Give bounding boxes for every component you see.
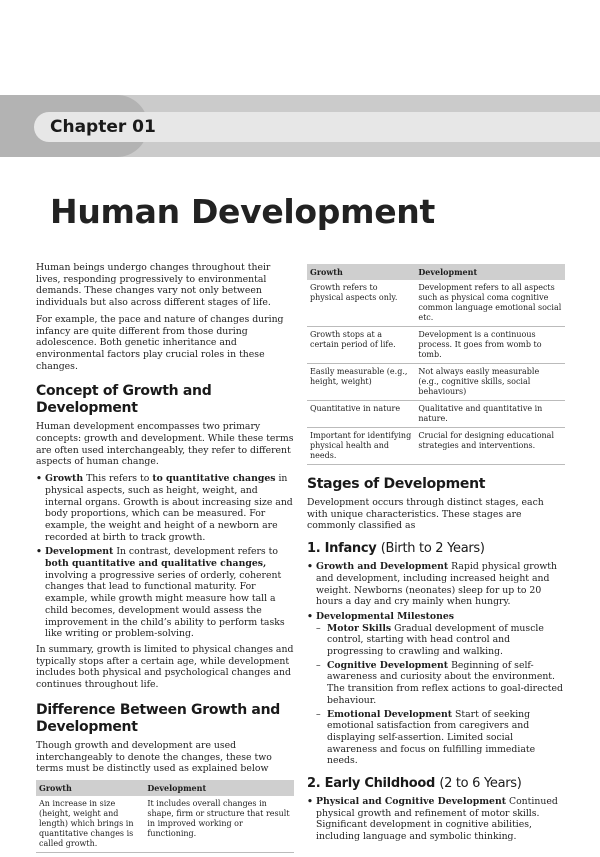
difference-intro: Though growth and development are used interchangeably to denote the changes, these two terms must be distinctly used as explained below bbox=[36, 739, 272, 775]
table-cell: Important for identifying physical health and needs. bbox=[307, 428, 415, 465]
table-cell: Development is a continuous process. It goes from womb to tomb. bbox=[415, 327, 565, 364]
list-item: – Motor Skills Gradual development of muscle control, starting with head control and progressing to crawling and walking. bbox=[316, 623, 565, 658]
intro-paragraph: Human beings undergo changes throughout their lives, responding progressively to environmental demands. These changes vary not only between individuals but also across different stages of life. bbox=[36, 262, 271, 309]
infancy-heading: 1. Infancy (Birth to 2 Years) bbox=[307, 541, 485, 557]
table-header: Growth bbox=[36, 780, 144, 796]
table-cell: Crucial for designing educational strategies and interventions. bbox=[415, 428, 565, 465]
term: Development bbox=[45, 546, 114, 558]
difference-heading: Difference Between Growth and Development bbox=[36, 701, 280, 735]
term: Growth bbox=[45, 473, 84, 485]
list-item: • Growth and Development Rapid physical growth and development, including increased height and weight. Newborns (neonates) sleep for up to 20 hours a day and cry mainly when hungry. bbox=[307, 561, 565, 608]
list-item: • Development In contrast, development refers to both quantitative and qualitative changes, involving a progressive series of orderly, coherent changes that lead to functional maturity. For example, while growth might measure how tall a child becomes, development would assess the improvement in the child’s ability to perform tasks like writing or problem-solving. bbox=[36, 546, 294, 640]
term: Emotional Development bbox=[327, 708, 453, 720]
difference-table-part1 bbox=[36, 780, 294, 853]
table-row bbox=[307, 428, 565, 465]
table-cell: It includes overall changes in shape, firm or structure that result in improved working or functioning. bbox=[144, 796, 294, 853]
table-cell: An increase in size (height, weight and length) which brings in quantitative changes is called growth. bbox=[36, 796, 144, 853]
table-row bbox=[307, 327, 565, 364]
term: Physical and Cognitive Development bbox=[316, 796, 506, 808]
term: Developmental Milestones bbox=[316, 610, 455, 622]
term: Motor Skills bbox=[327, 622, 392, 634]
infancy-list bbox=[307, 561, 565, 767]
table-cell: Growth refers to physical aspects only. bbox=[307, 280, 415, 327]
concept-intro: Human development encompasses two primary concepts: growth and development. While these terms are often used interchangeably, they refer to different aspects of human change. bbox=[36, 421, 294, 468]
term: Cognitive Development bbox=[327, 659, 449, 671]
list-item: – Cognitive Development Beginning of self-awareness and curiosity about the environment. The transition from reflex actions to goal-directed behaviour. bbox=[316, 660, 565, 707]
table-row bbox=[307, 280, 565, 327]
stages-intro: Development occurs through distinct stages, each with unique characteristics. These stages are commonly classified as bbox=[307, 497, 544, 532]
table-header: Development bbox=[415, 264, 565, 280]
table-row bbox=[36, 796, 294, 853]
table-row bbox=[307, 401, 565, 428]
table-cell: Growth stops at a certain period of life. bbox=[307, 327, 415, 364]
intro-paragraph: For example, the pace and nature of changes during infancy are quite different from those during adolescence. Both genetic inheritance and environmental factors play crucial roles in these changes. bbox=[36, 313, 284, 372]
table-header: Growth bbox=[307, 264, 415, 280]
stages-heading: Stages of Development bbox=[307, 476, 486, 492]
concept-heading: Concept of Growth and Development bbox=[36, 383, 212, 417]
table-cell: Not always easily measurable (e.g., cognitive skills, social behaviours) bbox=[415, 364, 565, 401]
list-item bbox=[307, 611, 565, 767]
chapter-label: Chapter 01 bbox=[50, 117, 156, 137]
list-item: • Physical and Cognitive Development Continued physical growth and refinement of motor skills. Significant development in cognitive abilities, including language and symbolic thinking. bbox=[307, 796, 565, 843]
table-cell: Qualitative and quantitative in nature. bbox=[415, 401, 565, 428]
right-column bbox=[307, 262, 565, 847]
list-item: • Growth This refers to to quantitative changes in physical aspects, such as height, weight, and internal organs. Growth is about increasing size and body proportions, which can be measured. For example, the weight and height of a newborn are recorded at birth to track growth. bbox=[36, 473, 294, 543]
list-item: – Emotional Development Start of seeking emotional satisfaction from caregivers and displaying self-assertion. Limited social awareness and focus on fulfilling immediate needs. bbox=[316, 709, 565, 768]
concept-list bbox=[36, 473, 294, 640]
difference-table-part2 bbox=[307, 264, 565, 465]
table-cell: Quantitative in nature bbox=[307, 401, 415, 428]
table-row bbox=[307, 364, 565, 401]
early-childhood-list bbox=[307, 796, 565, 843]
table-cell: Easily measurable (e.g., height, weight) bbox=[307, 364, 415, 401]
left-column bbox=[36, 262, 294, 857]
page-title: Human Development bbox=[50, 192, 435, 231]
term: Growth and Development bbox=[316, 561, 449, 573]
early-childhood-heading: 2. Early Childhood (2 to 6 Years) bbox=[307, 776, 522, 792]
table-cell: Development refers to all aspects such as physical coma cognitive common language emotional social etc. bbox=[415, 280, 565, 327]
table-header: Development bbox=[144, 780, 294, 796]
concept-summary: In summary, growth is limited to physical changes and typically stops after a certain age, while development includes both physical and psychological changes and continues throughout life. bbox=[36, 643, 294, 691]
milestones-list bbox=[316, 623, 565, 767]
